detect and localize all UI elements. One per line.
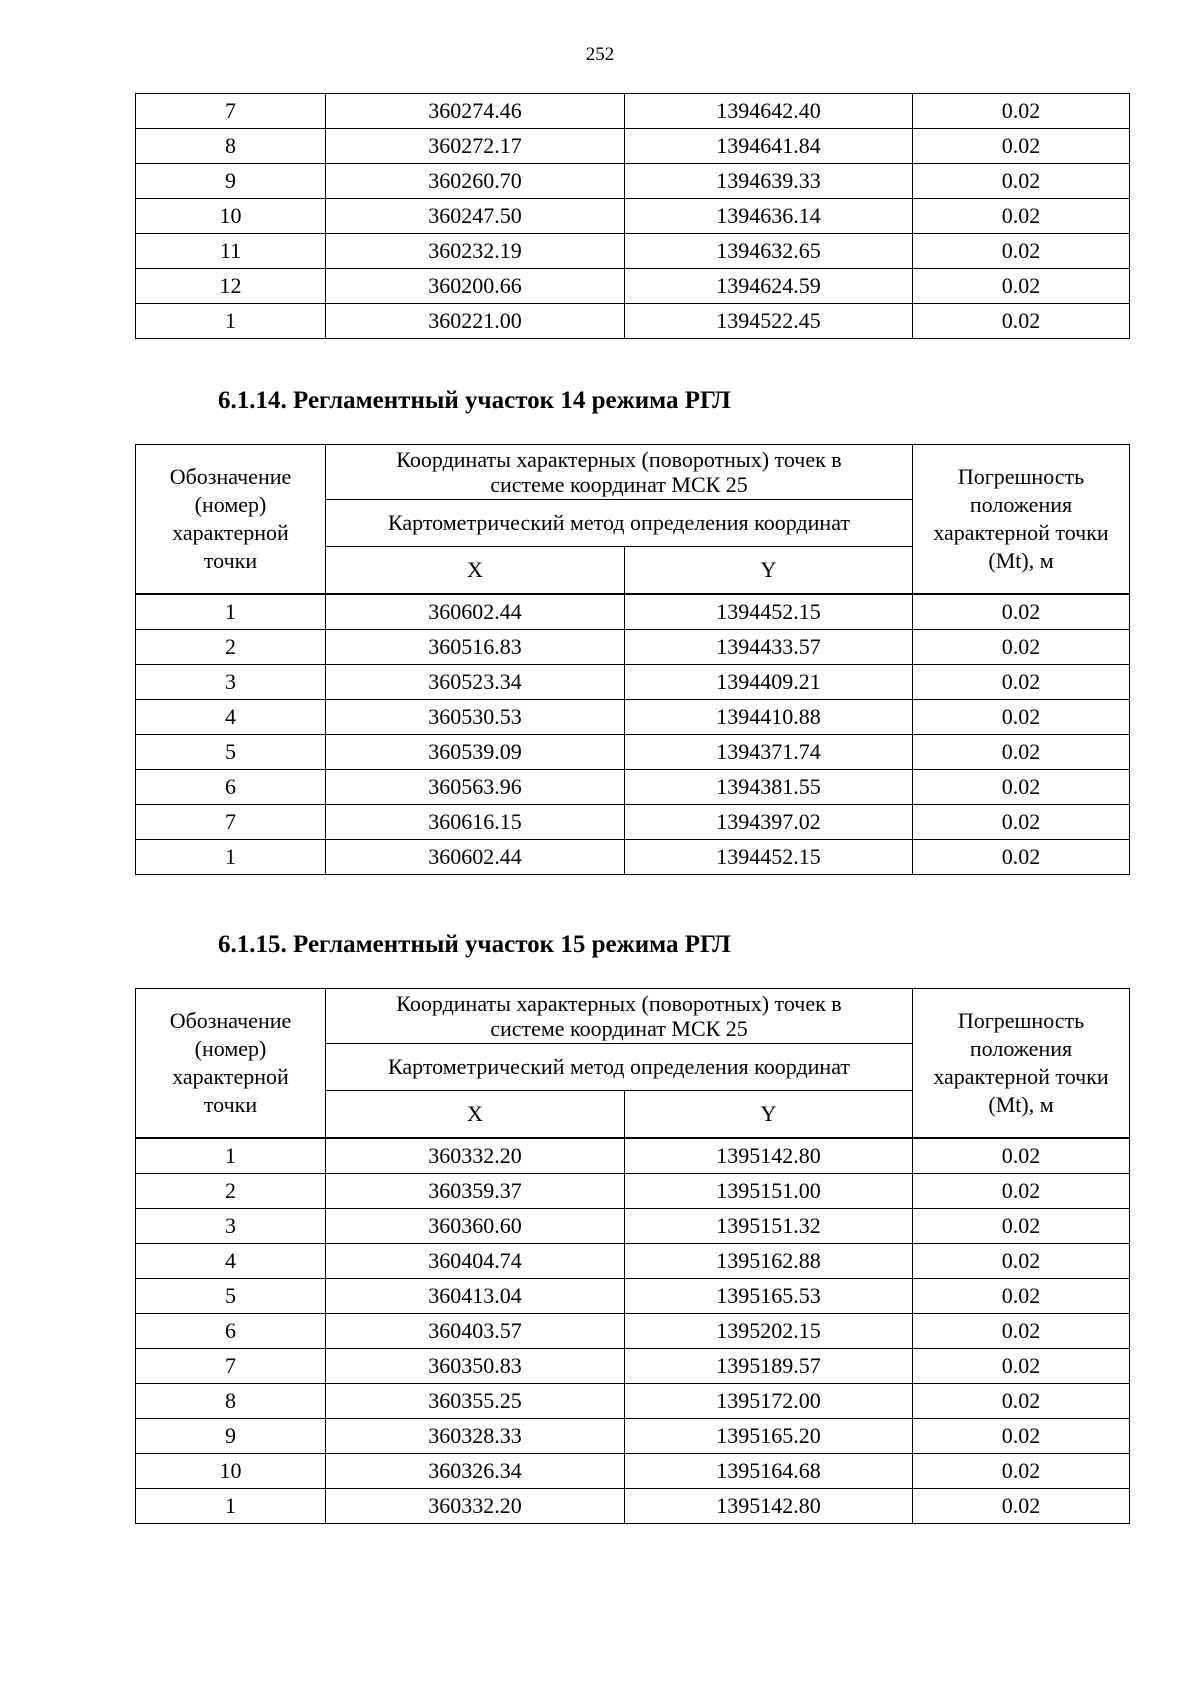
cell-y: 1394452.15 [625,840,913,875]
table-body [136,594,1130,875]
table-row [136,1314,1130,1349]
cell-error: 0.02 [913,234,1130,269]
table-row [136,1454,1130,1489]
header-y: Y [625,547,913,595]
cell-error: 0.02 [913,1454,1130,1489]
cell-error: 0.02 [913,805,1130,840]
cell-error: 0.02 [913,700,1130,735]
table-row [136,1419,1130,1454]
table-row [136,1489,1130,1524]
cell-point-number: 1 [136,594,326,630]
cell-x: 360602.44 [326,594,625,630]
cell-error: 0.02 [913,1174,1130,1209]
cell-point-number: 6 [136,1314,326,1349]
cell-y: 1394452.15 [625,594,913,630]
header-coordinates: Координаты характерных (поворотных) точек в системе координат МСК 25 [326,989,913,1044]
cell-error: 0.02 [913,1244,1130,1279]
cell-point-number: 7 [136,805,326,840]
cell-point-number: 1 [136,1489,326,1524]
cell-point-number: 3 [136,665,326,700]
section-title-14: 6.1.14. Регламентный участок 14 режима РГЛ [218,387,731,414]
header-x: X [326,547,625,595]
cell-error: 0.02 [913,164,1130,199]
cell-error: 0.02 [913,304,1130,339]
header-designation: Обозначение (номер) характерной точки [136,445,326,595]
cell-y: 1395151.32 [625,1209,913,1244]
cell-y: 1394522.45 [625,304,913,339]
header-method: Картометрический метод определения координат [326,1044,913,1091]
cell-point-number: 4 [136,1244,326,1279]
coordinates-table-14 [135,444,1130,875]
cell-error: 0.02 [913,1489,1130,1524]
cell-y: 1395165.53 [625,1279,913,1314]
table-row [136,1138,1130,1174]
cell-x: 360539.09 [326,735,625,770]
cell-error: 0.02 [913,594,1130,630]
table-row [136,304,1130,339]
cell-x: 360403.57 [326,1314,625,1349]
cell-point-number: 9 [136,1419,326,1454]
table-row [136,594,1130,630]
table-row [136,735,1130,770]
table-row [136,1174,1130,1209]
cell-point-number: 2 [136,1174,326,1209]
cell-error: 0.02 [913,1279,1130,1314]
cell-point-number: 10 [136,199,326,234]
table-row [136,1279,1130,1314]
cell-x: 360359.37 [326,1174,625,1209]
cell-x: 360404.74 [326,1244,625,1279]
cell-y: 1394632.65 [625,234,913,269]
cell-y: 1395172.00 [625,1384,913,1419]
header-error: Погрешность положения характерной точки (Mt), м [913,445,1130,595]
cell-y: 1395165.20 [625,1419,913,1454]
header-coordinates: Координаты характерных (поворотных) точек в системе координат МСК 25 [326,445,913,500]
table-row [136,840,1130,875]
cell-x: 360232.19 [326,234,625,269]
coordinates-table-continued [135,93,1130,339]
cell-error: 0.02 [913,94,1130,129]
table-row [136,234,1130,269]
header-x: X [326,1091,625,1139]
cell-y: 1395162.88 [625,1244,913,1279]
cell-point-number: 12 [136,269,326,304]
cell-x: 360200.66 [326,269,625,304]
header-error: Погрешность положения характерной точки (Mt), м [913,989,1130,1139]
cell-point-number: 8 [136,1384,326,1419]
header-y: Y [625,1091,913,1139]
cell-point-number: 2 [136,630,326,665]
cell-y: 1394624.59 [625,269,913,304]
cell-error: 0.02 [913,770,1130,805]
cell-error: 0.02 [913,1209,1130,1244]
cell-y: 1394397.02 [625,805,913,840]
page-number: 252 [585,44,615,65]
cell-y: 1394409.21 [625,665,913,700]
section-title-15: 6.1.15. Регламентный участок 15 режима РГЛ [218,931,731,958]
cell-x: 360350.83 [326,1349,625,1384]
table-row [136,94,1130,129]
table-row [136,805,1130,840]
header-designation: Обозначение (номер) характерной точки [136,989,326,1139]
cell-y: 1394433.57 [625,630,913,665]
cell-point-number: 11 [136,234,326,269]
cell-x: 360328.33 [326,1419,625,1454]
table-row [136,630,1130,665]
cell-error: 0.02 [913,269,1130,304]
cell-x: 360332.20 [326,1138,625,1174]
cell-y: 1394642.40 [625,94,913,129]
cell-point-number: 10 [136,1454,326,1489]
cell-error: 0.02 [913,129,1130,164]
cell-point-number: 9 [136,164,326,199]
cell-x: 360247.50 [326,199,625,234]
cell-x: 360272.17 [326,129,625,164]
cell-error: 0.02 [913,1314,1130,1349]
cell-x: 360516.83 [326,630,625,665]
cell-point-number: 7 [136,1349,326,1384]
table-row [136,700,1130,735]
cell-y: 1395202.15 [625,1314,913,1349]
cell-y: 1395164.68 [625,1454,913,1489]
table-body [136,1138,1130,1524]
cell-point-number: 6 [136,770,326,805]
cell-error: 0.02 [913,1138,1130,1174]
cell-point-number: 1 [136,304,326,339]
cell-y: 1394639.33 [625,164,913,199]
cell-error: 0.02 [913,735,1130,770]
table-row [136,665,1130,700]
cell-x: 360360.60 [326,1209,625,1244]
cell-x: 360530.53 [326,700,625,735]
cell-x: 360602.44 [326,840,625,875]
cell-y: 1395151.00 [625,1174,913,1209]
cell-x: 360523.34 [326,665,625,700]
cell-x: 360260.70 [326,164,625,199]
cell-error: 0.02 [913,840,1130,875]
table-row [136,1349,1130,1384]
cell-x: 360563.96 [326,770,625,805]
table-body [136,94,1130,339]
table-row [136,1244,1130,1279]
cell-point-number: 5 [136,735,326,770]
cell-point-number: 7 [136,94,326,129]
cell-error: 0.02 [913,630,1130,665]
table-row [136,1209,1130,1244]
cell-error: 0.02 [913,1384,1130,1419]
cell-y: 1395189.57 [625,1349,913,1384]
table-row [136,129,1130,164]
cell-error: 0.02 [913,1419,1130,1454]
cell-point-number: 3 [136,1209,326,1244]
header-method: Картометрический метод определения координат [326,500,913,547]
cell-error: 0.02 [913,1349,1130,1384]
cell-x: 360332.20 [326,1489,625,1524]
cell-y: 1394371.74 [625,735,913,770]
cell-y: 1394410.88 [625,700,913,735]
cell-y: 1395142.80 [625,1489,913,1524]
cell-y: 1394636.14 [625,199,913,234]
table-row [136,199,1130,234]
cell-y: 1394641.84 [625,129,913,164]
cell-point-number: 1 [136,840,326,875]
coordinates-table-15 [135,988,1130,1524]
table-row [136,1384,1130,1419]
cell-y: 1395142.80 [625,1138,913,1174]
cell-point-number: 5 [136,1279,326,1314]
table-row [136,164,1130,199]
cell-point-number: 8 [136,129,326,164]
cell-x: 360355.25 [326,1384,625,1419]
cell-point-number: 1 [136,1138,326,1174]
cell-x: 360274.46 [326,94,625,129]
cell-x: 360326.34 [326,1454,625,1489]
table-row [136,269,1130,304]
cell-x: 360221.00 [326,304,625,339]
cell-x: 360413.04 [326,1279,625,1314]
cell-y: 1394381.55 [625,770,913,805]
cell-point-number: 4 [136,700,326,735]
cell-error: 0.02 [913,665,1130,700]
cell-error: 0.02 [913,199,1130,234]
table-row [136,770,1130,805]
cell-x: 360616.15 [326,805,625,840]
